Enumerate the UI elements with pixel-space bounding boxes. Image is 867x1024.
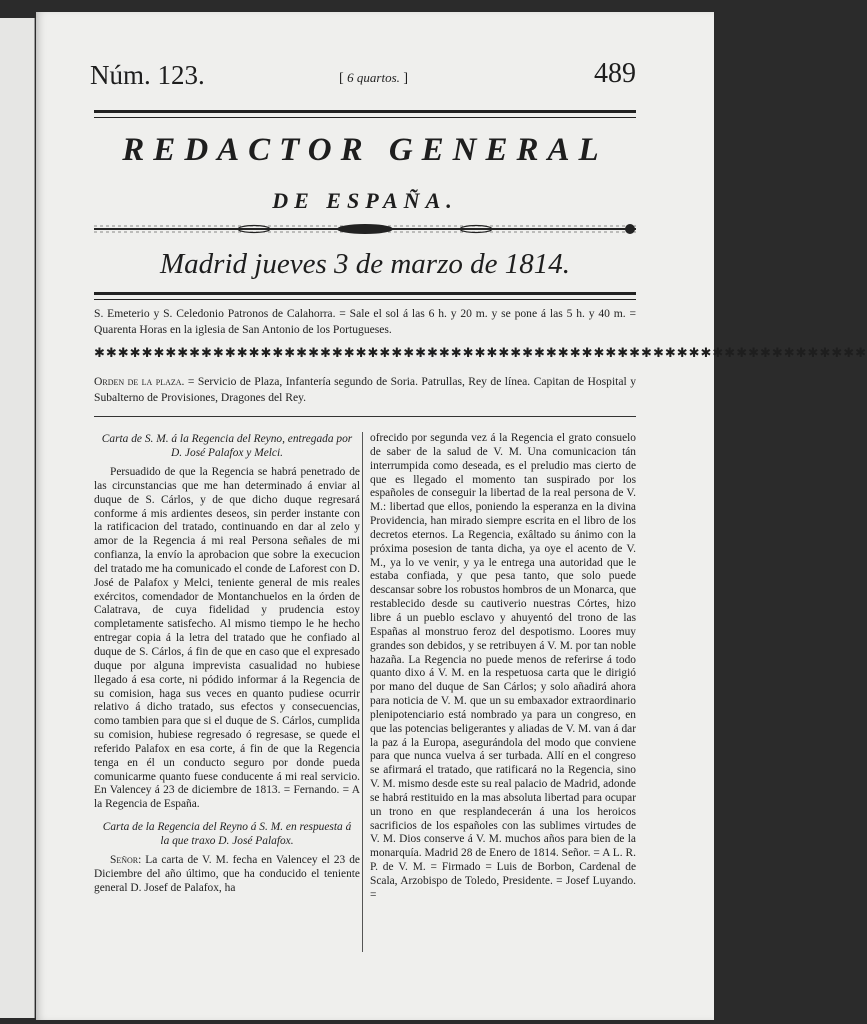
- orden-label: Orden de la plaza.: [94, 375, 185, 388]
- masthead-rule-top: [94, 110, 636, 118]
- column-right: [370, 432, 636, 911]
- article-body-2-continued: ofrecido por segunda vez á la Regencia el grato consuelo de saber de la salud de V. M. Una comunicacion tán interrumpida como deseada, es el preludio mas cierto de que es llegado el momento tan suspirado por los españoles de conseguir la libertad de la real persona de V. M.: libertad que ellos, poniendo la esperanza en la divina Providencia, han mirado siempre escrita en el libro de los decretos eternos. La Regencia, exâltado su ánimo con la próxima posesion de tanta dicha, ya oye el acento de V. M., ya lo ve venir, y ya le entrega una autoridad que le estaba confiada, y que pesa tanto, que solo puede descansar sobre los robustos hombros de un Monarca, que restablecido desde su cautiverio nuestras Córtes, hizo libre á un pueblo esclavo y ahuyentó del trono de las Españas al monstruo feroz del despotismo. Loores muy grandes son debidos, y se retribuyen á V. M. por tan noble hazaña. La Regencia no puede menos de referirse á todo quanto dixo á V. M. en la respetuosa carta que le dirigió por mano del duque de San Cárlos; y solo añadirá ahora para noticia de V. M. que un su embaxador extraordinario plenipotenciario está nombrado ya para un congreso, en que las potencias beligerantes y aliadas de V. M. van á dar la paz á la Europa, asegurándola del modo que conviene para que nunca vuelva á ser turbada. Allí en el congreso se afirmará el tratado, que ratificará no la Regencia, sino V. M. mismo desde este su real palacio de Madrid, adonde se habrá restituido en la mas absoluta libertad para ocupar un trono en que resplandecerán á una los heroicos sacrificios de los españoles con las sublimes virtudes de V. M. Dios conserve á V. M. muchos años para bien de la monarquía. Madrid 28 de Enero de 1814. Señor. = A L. R. P. de V. M. = Firmado = Luis de Borbon, Cardenal de Scala, Arzobispo de Toledo, Presidente. = Josef Luyando. =: [370, 432, 636, 901]
- page-number: 489: [594, 58, 636, 89]
- article-body-2-start: [94, 854, 360, 896]
- article-body-1: Persuadido de que la Regencia se habrá penetrado de las circunstancias que me han determinado á enviar al duque de S. Cárlos, y de que dicho duque regresará conforme á mis ardientes deseos, sin perder instante con la ratificacion del tratado, continuando en dar al zelo y amor de la Regencia á mi real Persona señales de mi confianza, la envío la aprobacion que sobre la execucion del tratado me ha comunicado el conde de Laforest con D. José de Palafox y Melci, teniente general de mis reales exércitos, comendador de Montanchuelos en la órden de Calatrava, de cuya fidelidad y prudencia estoy completamente satisfecho. Al mismo tiempo le he hecho entregar copia á la letra del tratado que he confiado al duque de S. Cárlos, á fin de que en caso que el expresado duque por alguna imprevista casualidad no hubiese llegado á esa corte, ni pódido informar á la Regencia de su comision, haga sus veces en quanto pudiese ocurrir relativo á dicho tratado, sus efectos y consecuencias, como tambien para que si el duque de S. Cárlos, cumplida su comision, hubiese regresado ó regresase, se quede el referido Palafox en esa corte, á fin de que la Regencia tenga en él un conducto seguro por donde pueda comunicarme quanto fuese conducente á mi real servicio. En Valencey á 23 de diciembre de 1813. = Fernando. = A la Regencia de España.: [94, 466, 360, 811]
- facing-page-edge: [0, 18, 35, 1018]
- orden-de-la-plaza: [94, 374, 636, 406]
- newspaper-subtitle: DE ESPAÑA.: [272, 188, 458, 213]
- price-text: 6 quartos.: [347, 70, 400, 85]
- newspaper-page: [36, 12, 867, 1020]
- ornamental-rule: [94, 221, 636, 237]
- issue-price: [ 6 quartos. ]: [339, 70, 409, 86]
- article-heading-2: Carta de la Regencia del Reyno á S. M. en respuesta á la que traxo D. José Palafox.: [102, 821, 352, 848]
- column-left: [94, 432, 360, 904]
- section-rule: [94, 416, 636, 417]
- article-heading-1: Carta de S. M. á la Regencia del Reyno, entregada por D. José Palafox y Melci.: [101, 433, 353, 459]
- issue-number: Núm. 123.: [90, 60, 205, 90]
- salutation: Señor:: [110, 854, 142, 867]
- orden-text: = Servicio de Plaza, Infantería segundo de Soria. Patrullas, Rey de línea. Capitan de Hospital y Subalterno de Provisiones, Dragones del Rey.: [94, 375, 636, 404]
- newspaper-title: REDACTOR GENERAL: [122, 132, 608, 168]
- asterisk-divider: ✱✱✱✱✱✱✱✱✱✱✱✱✱✱✱✱✱✱✱✱✱✱✱✱✱✱✱✱✱✱✱✱✱✱✱✱✱✱✱✱✱✱✱✱✱✱✱✱✱✱✱✱✱✱✱✱✱✱✱✱✱✱✱✱✱: [94, 345, 867, 360]
- article-body-2-left: La carta de V. M. fecha en Valencey el 23 de Diciembre del año último, que ha conducido el teniente general D. Josef de Palafox, ha: [94, 854, 360, 894]
- dateline: Madrid jueves 3 de marzo de 1814.: [160, 248, 570, 280]
- saints-of-the-day: S. Emeterio y S. Celedonio Patronos de Calahorra. = Sale el sol á las 6 h. y 20 m. y se pone á las 5 h. y 40 m. = Quarenta Horas en la iglesia de San Antonio de los Portugueses.: [94, 307, 636, 336]
- column-divider: [362, 432, 363, 952]
- dateline-rule: [94, 292, 636, 300]
